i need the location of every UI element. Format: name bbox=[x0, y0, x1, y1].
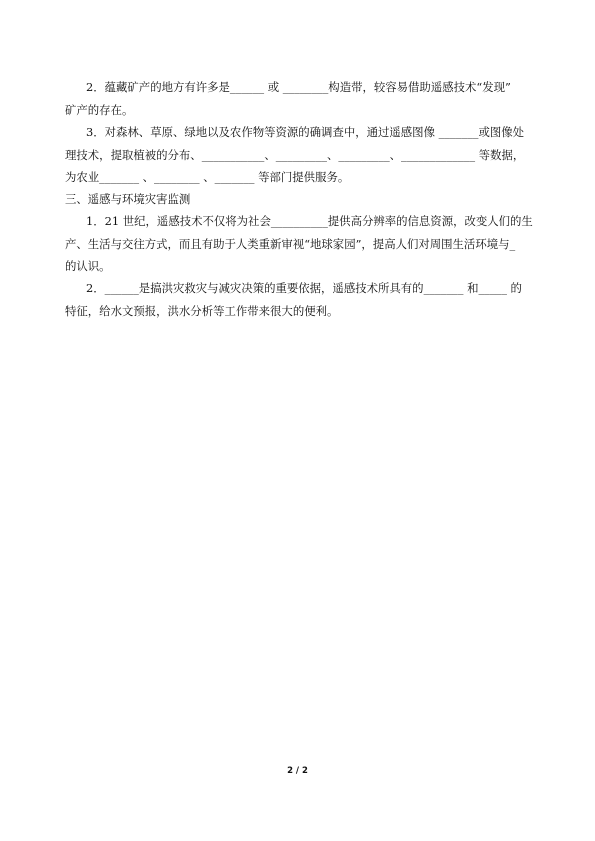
question-line: 2．______是搞洪灾救灾与减灾决策的重要依据，遥感技术所具有的_______ 和_____ 的 bbox=[86, 281, 522, 295]
question-line: 2．蕴藏矿产的地方有许多是______ 或 ________构造带，较容易借助遥感技术“发现” bbox=[86, 80, 511, 94]
page-number: 2 / 2 bbox=[287, 766, 308, 776]
question-line: 3．对森林、草原、绿地以及农作物等资源的确调查中，通过遥感图像 _______或图像处 bbox=[86, 125, 525, 139]
question-2-flood bbox=[65, 277, 543, 322]
question-line: 理技术，提取植被的分布、___________、_________、_________、_____________ 等数据， bbox=[65, 147, 525, 162]
question-3-vegetation bbox=[65, 121, 543, 189]
question-line: 产、生活与交往方式，而且有助于人类重新审视“地球家园”，提高人们对周围生活环境与_ bbox=[65, 236, 516, 251]
section-heading: 三、遥感与环境灾害监测 bbox=[65, 192, 191, 206]
question-line: 1．21 世纪，遥感技术不仅将为社会__________提供高分辨率的信息资源，改变人们的生 bbox=[86, 214, 533, 228]
question-line: 矿产的存在。 bbox=[65, 102, 134, 117]
question-line: 为农业_______ 、________ 、_______ 等部门提供服务。 bbox=[65, 170, 350, 184]
question-1-21st-century bbox=[65, 210, 543, 278]
question-line: 的认识。 bbox=[65, 259, 111, 273]
question-line: 特征，给水文预报，洪水分析等工作带来很大的便利。 bbox=[65, 303, 339, 318]
question-2-mineral bbox=[65, 76, 543, 121]
